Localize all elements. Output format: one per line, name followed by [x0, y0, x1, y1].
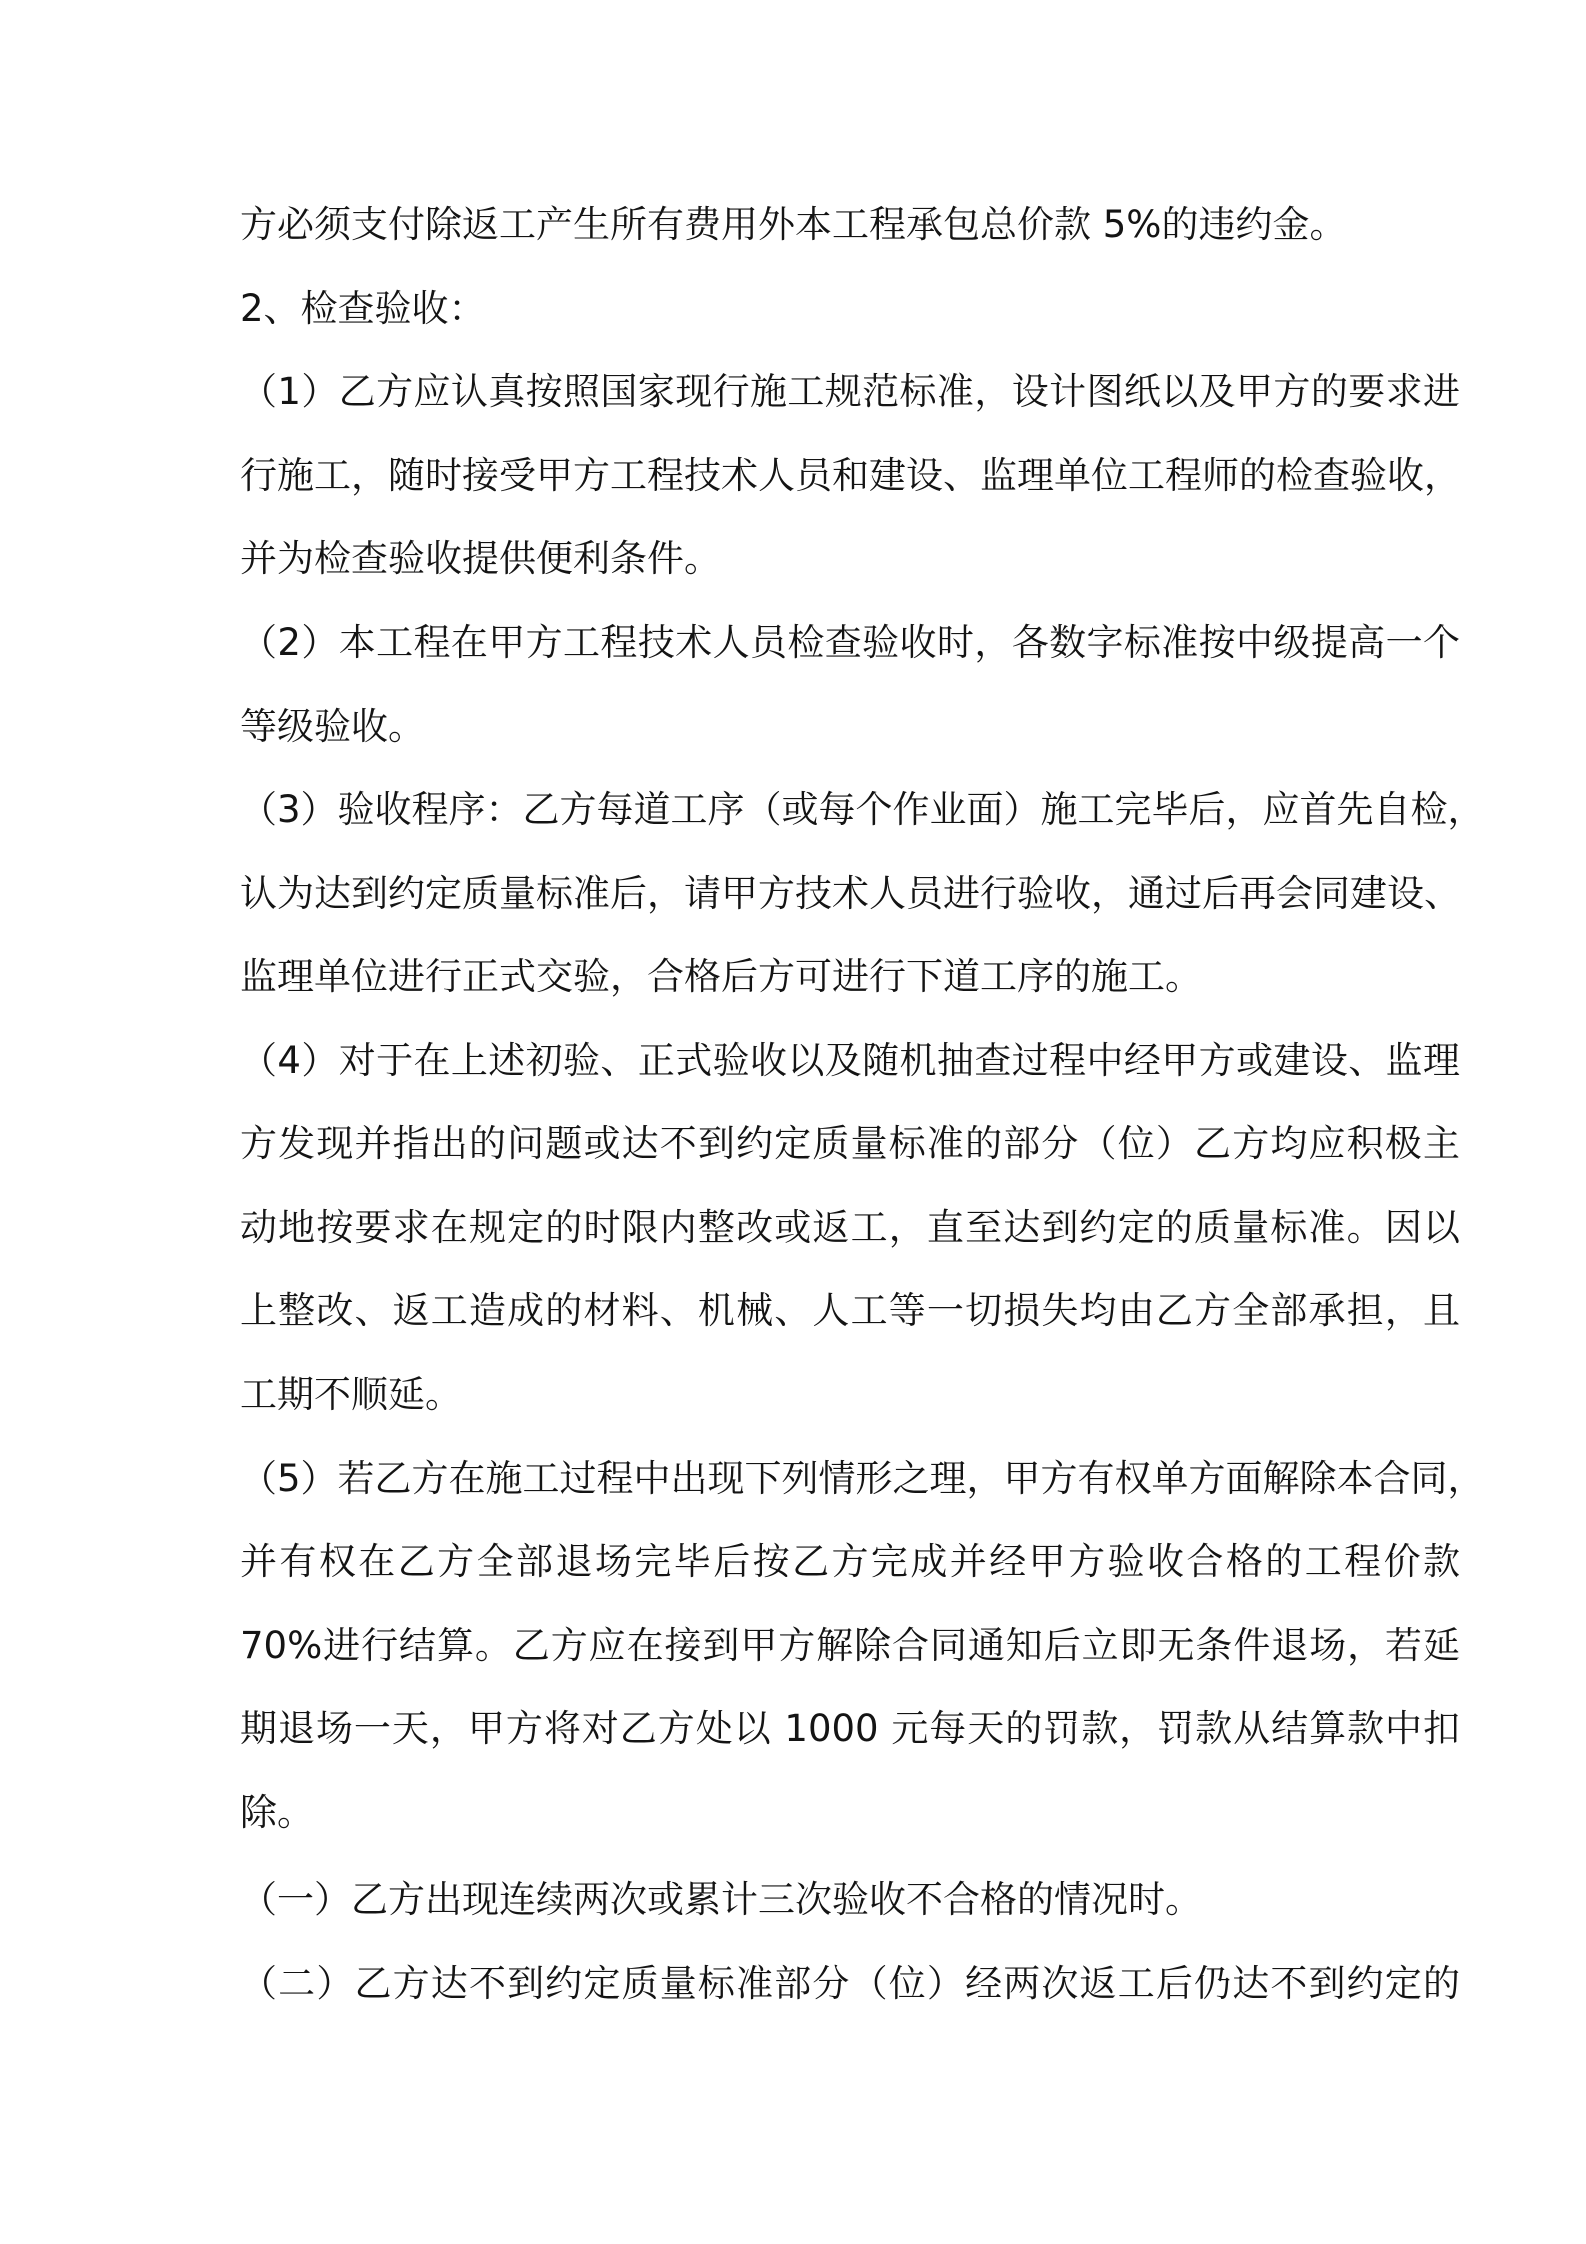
text-line: 行施工，随时接受甲方工程技术人员和建设、监理单位工程师的检查验收， [240, 454, 1461, 497]
text-line: 并为检查验收提供便利条件。 [240, 537, 721, 580]
text-line: 除。 [240, 1791, 314, 1834]
text-line: （二）乙方达不到约定质量标准部分（位）经两次返工后仍达不到约定的 [240, 1962, 1460, 2005]
text-line: 70%进行结算。乙方应在接到甲方解除合同通知后立即无条件退场，若延 [240, 1624, 1460, 1667]
text-line: （1）乙方应认真按照国家现行施工规范标准，设计图纸以及甲方的要求进 [240, 370, 1460, 413]
text-line: 工期不顺延。 [240, 1373, 462, 1416]
text-line: （5）若乙方在施工过程中出现下列情形之理，甲方有权单方面解除本合同， [240, 1457, 1485, 1500]
text-line: （3）验收程序：乙方每道工序（或每个作业面）施工完毕后，应首先自检， [240, 788, 1485, 831]
text-line: 动地按要求在规定的时限内整改或返工，直至达到约定的质量标准。因以 [240, 1206, 1460, 1249]
text-line: 期退场一天，甲方将对乙方处以 1000 元每天的罚款，罚款从结算款中扣 [240, 1707, 1460, 1750]
text-line: （一）乙方出现连续两次或累计三次验收不合格的情况时。 [240, 1878, 1202, 1921]
text-line: （2）本工程在甲方工程技术人员检查验收时，各数字标准按中级提高一个 [240, 621, 1460, 664]
text-line: 监理单位进行正式交验，合格后方可进行下道工序的施工。 [240, 955, 1202, 998]
text-line: 方必须支付除返工产生所有费用外本工程承包总价款 5%的违约金。 [240, 203, 1347, 246]
text-line: 并有权在乙方全部退场完毕后按乙方完成并经甲方验收合格的工程价款 [240, 1540, 1460, 1583]
text-line: 认为达到约定质量标准后，请甲方技术人员进行验收，通过后再会同建设、 [240, 872, 1461, 915]
section-heading: 2、检查验收： [240, 287, 486, 330]
text-line: 上整改、返工造成的材料、机械、人工等一切损失均由乙方全部承担，且 [240, 1289, 1460, 1332]
text-line: 等级验收。 [240, 705, 425, 748]
text-line: 方发现并指出的问题或达不到约定质量标准的部分（位）乙方均应积极主 [240, 1122, 1460, 1165]
text-line: （4）对于在上述初验、正式验收以及随机抽查过程中经甲方或建设、监理 [240, 1039, 1460, 1082]
